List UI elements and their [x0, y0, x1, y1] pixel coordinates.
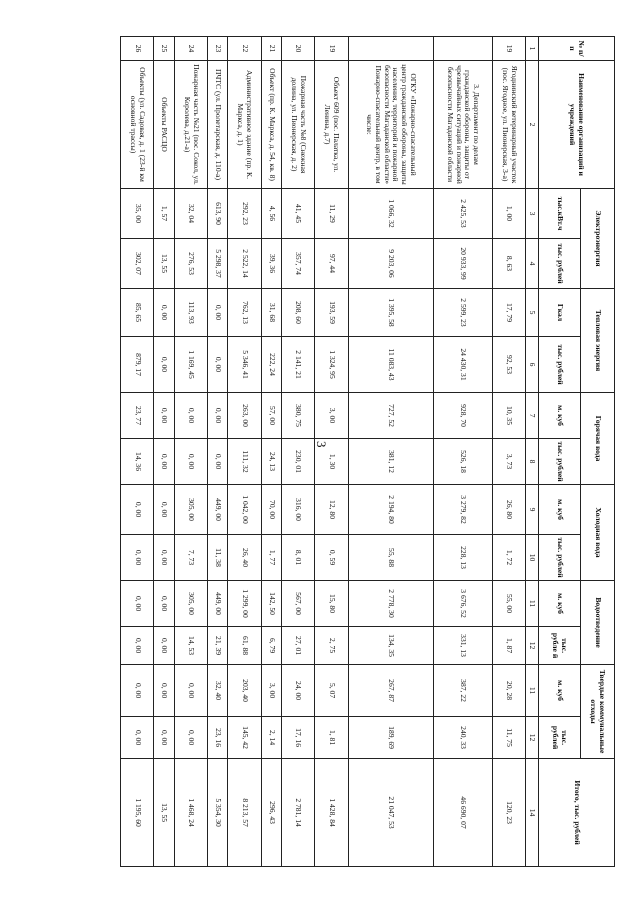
value-cell: 0, 00 — [154, 627, 174, 665]
value-cell: 1 042, 00 — [228, 485, 261, 535]
value-cell: 9 203, 06 — [348, 239, 433, 289]
value-cell: 449, 00 — [208, 485, 228, 535]
subheader-rub: тыс. рублей — [539, 535, 581, 581]
value-cell: 613, 90 — [208, 189, 228, 239]
organization-name: Пожарная часть №8 (Снежная долина, ул. Пионерская, д. 2) — [281, 61, 314, 189]
row-number — [433, 37, 492, 61]
value-cell: 113, 93 — [174, 289, 207, 337]
value-cell: 2 599, 23 — [433, 289, 492, 337]
value-cell: 23, 16 — [208, 717, 228, 759]
column-number: 5 — [526, 289, 539, 337]
organization-name: ОГКУ «Пожарно-спасательный центр гражданской обороны, защиты населения, территорий и пожарной безопасности Магаданской области» Пожарно-спасательный центр, в том числе: — [348, 61, 433, 189]
value-cell: 380, 75 — [281, 393, 314, 439]
value-cell: 2, 75 — [315, 627, 348, 665]
value-cell: 0, 00 — [121, 665, 154, 717]
subheader-gcal: Гкал — [539, 289, 581, 337]
value-cell: 11, 75 — [492, 717, 525, 759]
value-cell: 97, 44 — [315, 239, 348, 289]
subheader-m3: м. куб — [539, 393, 581, 439]
column-number: 10 — [526, 535, 539, 581]
value-cell: 61, 88 — [228, 627, 261, 665]
value-cell: 2 781, 14 — [281, 759, 314, 867]
header-num: № п/п — [539, 37, 615, 61]
value-cell: 10, 35 — [492, 393, 525, 439]
value-cell: 5, 07 — [315, 665, 348, 717]
row-number: 19 — [492, 37, 525, 61]
value-cell: 357, 74 — [281, 239, 314, 289]
column-number: 9 — [526, 485, 539, 535]
value-cell: 6, 79 — [261, 627, 281, 665]
column-number: 14 — [526, 759, 539, 867]
value-cell: 32, 40 — [208, 665, 228, 717]
value-cell: 1, 57 — [154, 189, 174, 239]
value-cell: 222, 24 — [261, 337, 281, 393]
column-number: 4 — [526, 239, 539, 289]
row-number: 21 — [261, 37, 281, 61]
value-cell: 0, 00 — [174, 439, 207, 485]
value-cell: 0, 00 — [154, 665, 174, 717]
value-cell: 23, 77 — [121, 393, 154, 439]
row-number: 20 — [281, 37, 314, 61]
subheader-rub: тыс. рубле й — [539, 627, 581, 665]
value-cell: 24, 13 — [261, 439, 281, 485]
subheader-rub: тыс. рублей — [539, 337, 581, 393]
value-cell: 1, 77 — [261, 535, 281, 581]
value-cell: 85, 65 — [121, 289, 154, 337]
value-cell: 20 933, 99 — [433, 239, 492, 289]
value-cell: 1 428, 84 — [315, 759, 348, 867]
value-cell: 134, 35 — [348, 627, 433, 665]
value-cell: 26, 80 — [492, 485, 525, 535]
value-cell: 26, 40 — [228, 535, 261, 581]
header-sewage: Водоотведение — [581, 581, 615, 665]
value-cell: 24 430, 31 — [433, 337, 492, 393]
value-cell: 3, 00 — [261, 665, 281, 717]
value-cell: 0, 00 — [154, 337, 174, 393]
value-cell: 0, 00 — [208, 393, 228, 439]
value-cell: 2, 14 — [261, 717, 281, 759]
value-cell: 0, 00 — [121, 581, 154, 627]
value-cell: 762, 13 — [228, 289, 261, 337]
value-cell: 46 690, 07 — [433, 759, 492, 867]
value-cell: 276, 53 — [174, 239, 207, 289]
organization-name: Пожарная часть №21 (пос. Сокол, ул. Королева, д.21-а) — [174, 61, 207, 189]
value-cell: 263, 00 — [228, 393, 261, 439]
value-cell: 3 676, 52 — [433, 581, 492, 627]
value-cell: 0, 00 — [174, 393, 207, 439]
value-cell: 5 354, 30 — [208, 759, 228, 867]
subheader-rub: тыс. рублей — [539, 439, 581, 485]
column-number: 11 — [526, 665, 539, 717]
value-cell: 1 395, 58 — [348, 289, 433, 337]
subheader-kwh: тыс.кВт.ч — [539, 189, 581, 239]
value-cell: 2 778, 30 — [348, 581, 433, 627]
value-cell: 70, 00 — [261, 485, 281, 535]
row-number: 19 — [315, 37, 348, 61]
value-cell: 111, 32 — [228, 439, 261, 485]
value-cell: 7, 73 — [174, 535, 207, 581]
header-electricity: Электроэнергия — [581, 189, 615, 289]
value-cell: 1, 00 — [492, 189, 525, 239]
value-cell: 3 279, 82 — [433, 485, 492, 535]
resource-consumption-table — [120, 36, 615, 867]
value-cell: 3, 73 — [492, 439, 525, 485]
value-cell: 21 047, 53 — [348, 759, 433, 867]
value-cell: 1 324, 95 — [315, 337, 348, 393]
column-number: 12 — [526, 717, 539, 759]
value-cell: 13, 55 — [154, 759, 174, 867]
value-cell: 1 066, 32 — [348, 189, 433, 239]
value-cell: 92, 53 — [492, 337, 525, 393]
organization-name: 3. Департамент по делам гражданской обороны, защиты от чрезвычайных ситуаций и пожарной безопасности Магаданской области — [433, 61, 492, 189]
value-cell: 0, 00 — [121, 627, 154, 665]
subheader-m3: м. куб — [539, 665, 581, 717]
table-row — [492, 37, 525, 867]
value-cell: 0, 00 — [121, 535, 154, 581]
table-body — [121, 37, 526, 867]
value-cell: 0, 00 — [208, 337, 228, 393]
column-number-row — [526, 37, 539, 867]
value-cell: 120, 23 — [492, 759, 525, 867]
organization-name: Объекты (ул. Садовая, д. 1 (23-й км основной трассы) — [121, 61, 154, 189]
value-cell: 2 194, 80 — [348, 485, 433, 535]
value-cell: 193, 59 — [315, 289, 348, 337]
value-cell: 35, 00 — [121, 189, 154, 239]
row-number: 26 — [121, 37, 154, 61]
value-cell: 41, 45 — [281, 189, 314, 239]
value-cell: 208, 60 — [281, 289, 314, 337]
value-cell: 928, 70 — [433, 393, 492, 439]
value-cell: 305, 00 — [174, 581, 207, 627]
row-number: 24 — [174, 37, 207, 61]
organization-name: Объекты РАСЦО — [154, 61, 174, 189]
value-cell: 31, 68 — [261, 289, 281, 337]
column-number: 6 — [526, 337, 539, 393]
value-cell: 2 141, 21 — [281, 337, 314, 393]
header-cold-water: Холодная вода — [581, 485, 615, 581]
value-cell: 567, 00 — [281, 581, 314, 627]
value-cell: 8, 01 — [281, 535, 314, 581]
value-cell: 11, 29 — [315, 189, 348, 239]
value-cell: 0, 00 — [154, 393, 174, 439]
value-cell: 387, 22 — [433, 665, 492, 717]
value-cell: 13, 55 — [154, 239, 174, 289]
value-cell: 1, 72 — [492, 535, 525, 581]
rotated-table-wrapper — [120, 36, 615, 866]
value-cell: 526, 18 — [433, 439, 492, 485]
value-cell: 0, 00 — [154, 485, 174, 535]
table-row — [121, 37, 154, 867]
value-cell: 1, 30 — [315, 439, 348, 485]
column-number: 12 — [526, 627, 539, 665]
value-cell: 267, 87 — [348, 665, 433, 717]
value-cell: 0, 00 — [208, 439, 228, 485]
value-cell: 189, 69 — [348, 717, 433, 759]
table-row — [433, 37, 492, 867]
value-cell: 1 195, 60 — [121, 759, 154, 867]
organization-name: Административное здание (пр. К. Маркса, д. 1) — [228, 61, 261, 189]
header-heat: Тепловая энергия — [581, 289, 615, 393]
organization-name: Ягоднинский ветеринарный участок (пос. Ягодное, ул. Пионерская, 3-а) — [492, 61, 525, 189]
value-cell: 2 522, 14 — [228, 239, 261, 289]
value-cell: 0, 59 — [315, 535, 348, 581]
value-cell: 55, 00 — [492, 581, 525, 627]
value-cell: 1, 81 — [315, 717, 348, 759]
row-number: 23 — [208, 37, 228, 61]
value-cell: 0, 00 — [121, 717, 154, 759]
value-cell: 449, 00 — [208, 581, 228, 627]
column-number: 2 — [526, 61, 539, 189]
value-cell: 331, 13 — [433, 627, 492, 665]
value-cell: 302, 07 — [121, 239, 154, 289]
header-name: Наименование организаций и учреждений — [539, 61, 615, 189]
value-cell: 1 169, 45 — [174, 337, 207, 393]
value-cell: 1, 87 — [492, 627, 525, 665]
value-cell: 57, 00 — [261, 393, 281, 439]
table-row — [228, 37, 261, 867]
value-cell: 292, 23 — [228, 189, 261, 239]
value-cell: 0, 00 — [154, 439, 174, 485]
column-number: 3 — [526, 189, 539, 239]
value-cell: 2 425, 53 — [433, 189, 492, 239]
value-cell: 0, 00 — [154, 717, 174, 759]
organization-name: ПЧТС (ул. Пролетарская, д. 110-а) — [208, 61, 228, 189]
value-cell: 3, 00 — [315, 393, 348, 439]
table-row — [261, 37, 281, 867]
value-cell: 296, 43 — [261, 759, 281, 867]
value-cell: 17, 79 — [492, 289, 525, 337]
value-cell: 11 083, 43 — [348, 337, 433, 393]
value-cell: 0, 00 — [154, 581, 174, 627]
value-cell: 0, 00 — [154, 535, 174, 581]
value-cell: 11, 38 — [208, 535, 228, 581]
value-cell: 32, 04 — [174, 189, 207, 239]
value-cell: 0, 00 — [154, 289, 174, 337]
subheader-rub: тыс. рублей — [539, 717, 581, 759]
table-row — [348, 37, 433, 867]
value-cell: 145, 42 — [228, 717, 261, 759]
value-cell: 0, 00 — [174, 717, 207, 759]
value-cell: 879, 17 — [121, 337, 154, 393]
value-cell: 240, 33 — [433, 717, 492, 759]
value-cell: 39, 36 — [261, 239, 281, 289]
row-number: 22 — [228, 37, 261, 61]
value-cell: 142, 50 — [261, 581, 281, 627]
value-cell: 4, 56 — [261, 189, 281, 239]
value-cell: 316, 00 — [281, 485, 314, 535]
value-cell: 27, 01 — [281, 627, 314, 665]
value-cell: 14, 36 — [121, 439, 154, 485]
organization-name: Объект 609 (пос. Палатка, ул. Ленина, д.7) — [315, 61, 348, 189]
value-cell: 14, 53 — [174, 627, 207, 665]
subheader-rub: тыс. рублей — [539, 239, 581, 289]
table-row — [281, 37, 314, 867]
table-row — [154, 37, 174, 867]
page-number: 3 — [314, 441, 329, 448]
value-cell: 1 299, 00 — [228, 581, 261, 627]
column-number: 11 — [526, 581, 539, 627]
value-cell: 8, 63 — [492, 239, 525, 289]
column-number: 8 — [526, 439, 539, 485]
value-cell: 20, 28 — [492, 665, 525, 717]
row-number: 25 — [154, 37, 174, 61]
header-waste: Твердые коммунальные отходы — [581, 665, 615, 759]
value-cell: 8 213, 57 — [228, 759, 261, 867]
table-row — [174, 37, 207, 867]
value-cell: 12, 80 — [315, 485, 348, 535]
value-cell: 0, 00 — [208, 289, 228, 337]
value-cell: 203, 40 — [228, 665, 261, 717]
subheader-m3: м. куб — [539, 485, 581, 535]
table-row — [208, 37, 228, 867]
value-cell: 21, 39 — [208, 627, 228, 665]
value-cell: 381, 12 — [348, 439, 433, 485]
value-cell: 55, 88 — [348, 535, 433, 581]
table-row — [315, 37, 348, 867]
header-hot-water: Горячая вода — [581, 393, 615, 485]
value-cell: 5 298, 37 — [208, 239, 228, 289]
value-cell: 305, 00 — [174, 485, 207, 535]
organization-name: Объект (пр. К. Маркса, д. 54, кв. 8) — [261, 61, 281, 189]
value-cell: 0, 00 — [174, 665, 207, 717]
column-number: 1 — [526, 37, 539, 61]
value-cell: 24, 00 — [281, 665, 314, 717]
value-cell: 230, 01 — [281, 439, 314, 485]
value-cell: 228, 13 — [433, 535, 492, 581]
subheader-m3: м. куб — [539, 581, 581, 627]
value-cell: 15, 80 — [315, 581, 348, 627]
value-cell: 727, 52 — [348, 393, 433, 439]
value-cell: 17, 16 — [281, 717, 314, 759]
value-cell: 5 346, 41 — [228, 337, 261, 393]
value-cell: 1 468, 24 — [174, 759, 207, 867]
value-cell: 0, 00 — [121, 485, 154, 535]
column-number: 7 — [526, 393, 539, 439]
header-total: Итого, тыс. рублей — [539, 759, 615, 867]
row-number — [348, 37, 433, 61]
